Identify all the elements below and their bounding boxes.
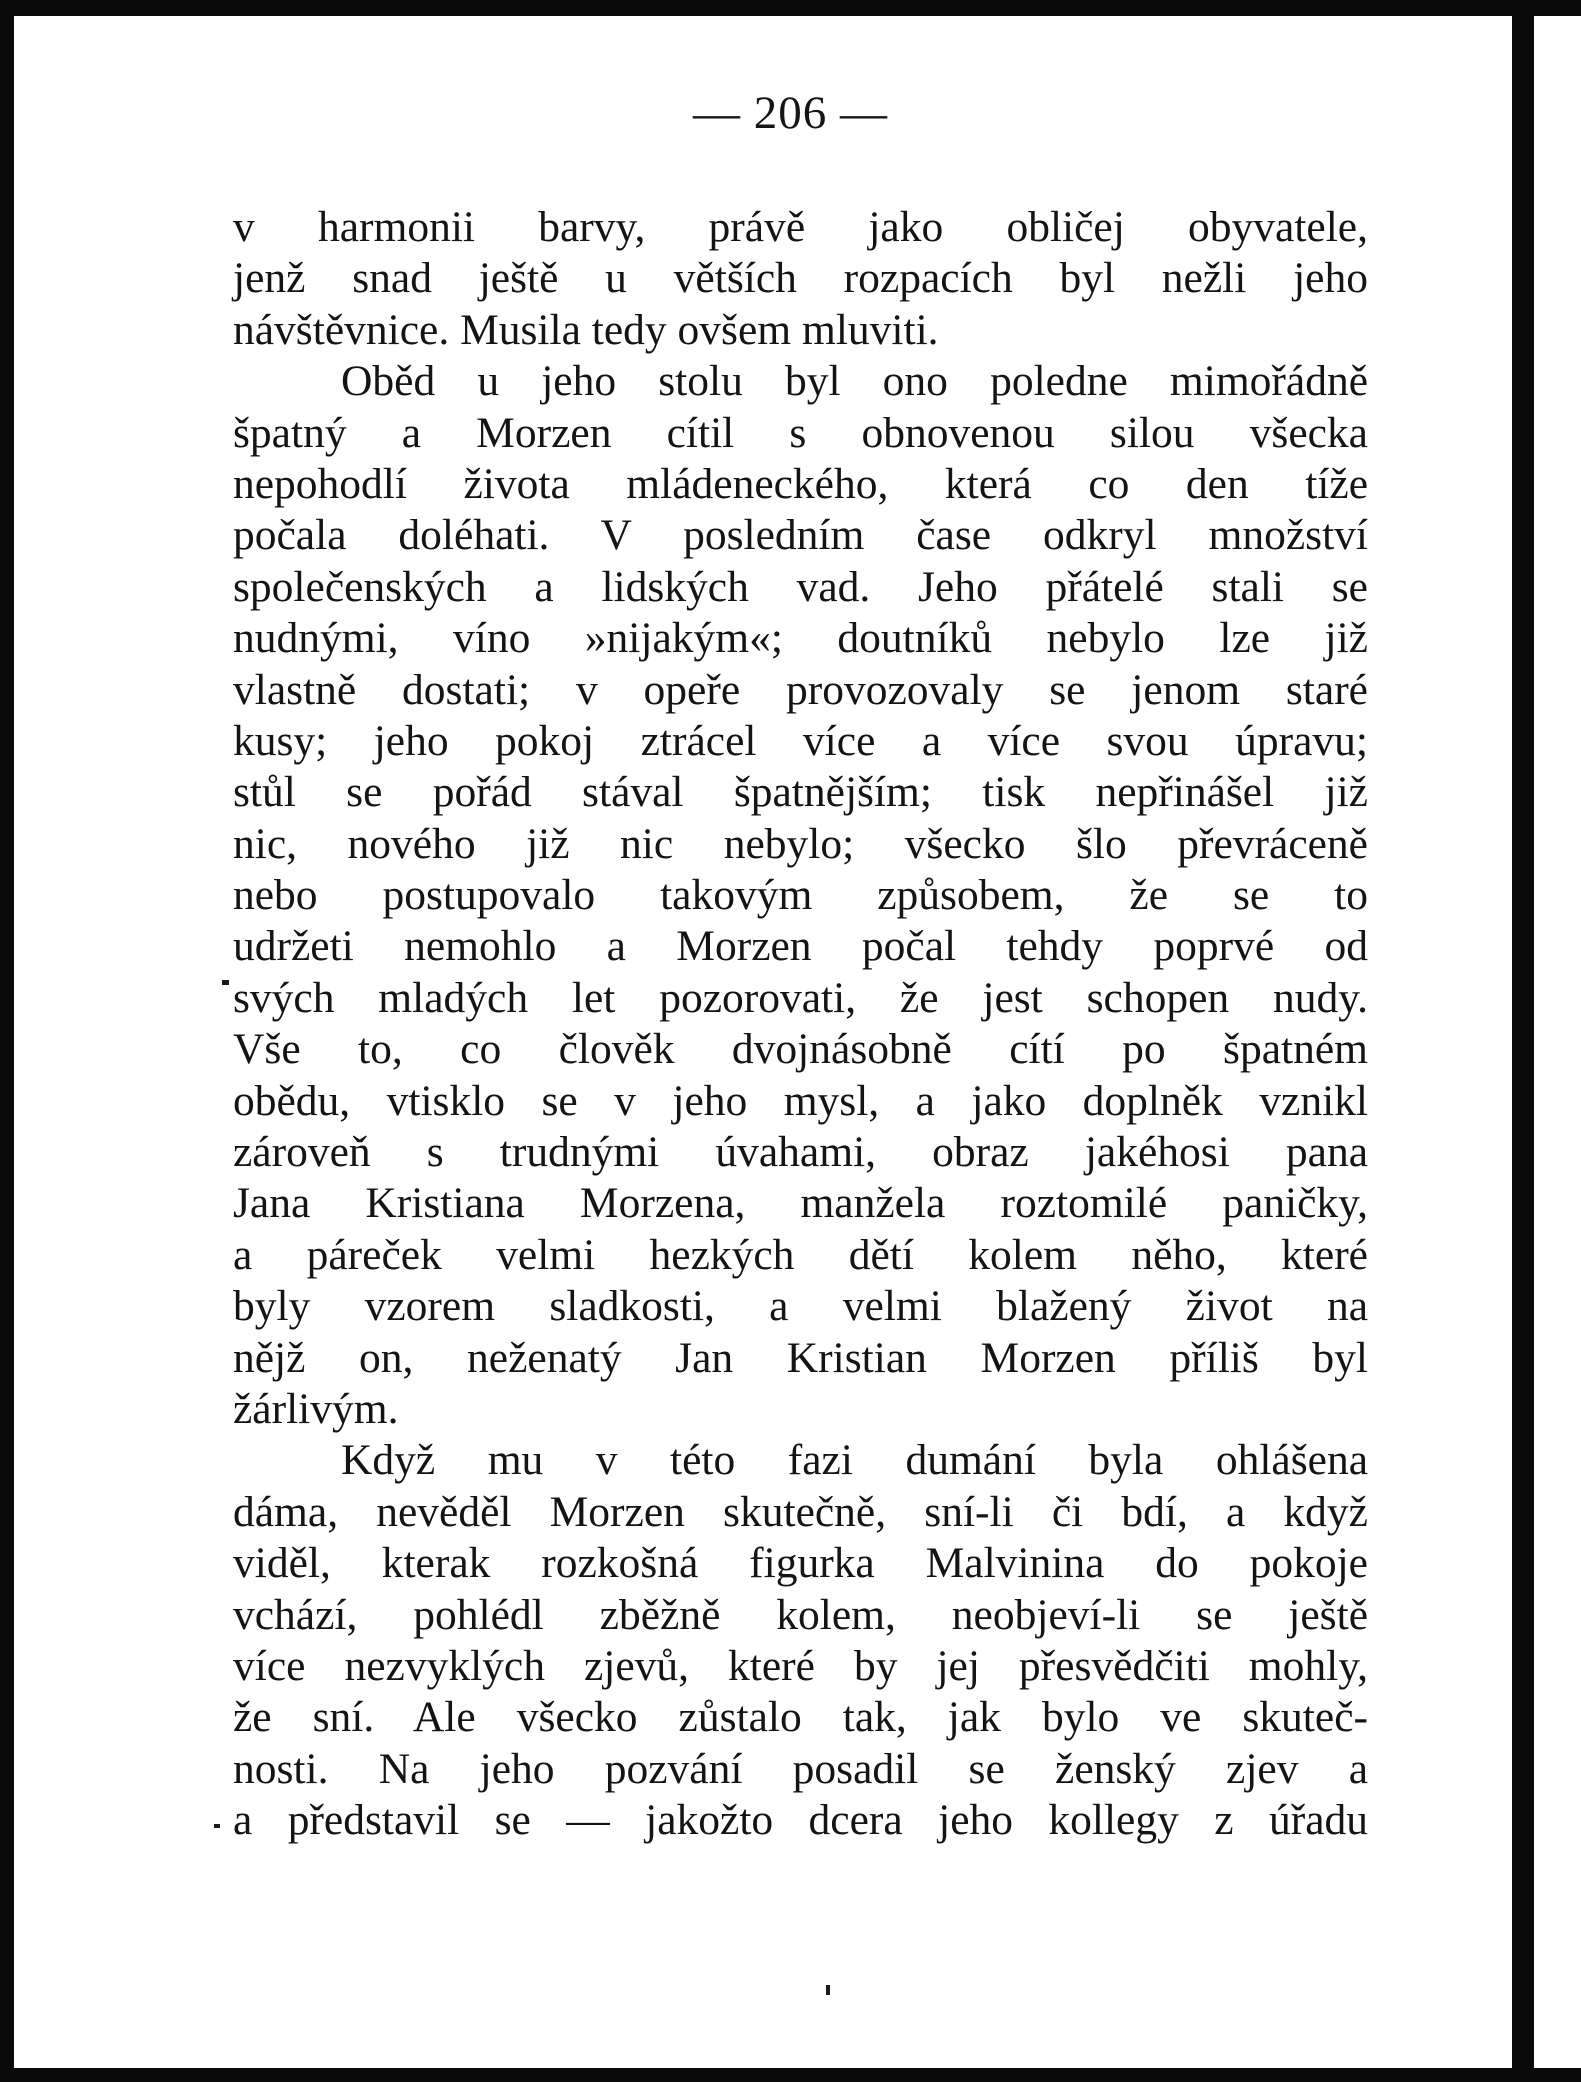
- text-line: jenž snad ještě u větších rozpacích byl nežli jeho: [233, 254, 1368, 303]
- text-line: dáma, nevěděl Morzen skutečně, sní-li či bdí, a když: [233, 1487, 1368, 1536]
- margin-speck: [222, 980, 229, 985]
- text-line: nosti. Na jeho pozvání posadil se ženský zjev a: [233, 1744, 1368, 1793]
- text-line: Oběd u jeho stolu byl ono poledne mimořádně: [341, 357, 1368, 406]
- text-line: udržeti nemohlo a Morzen počal tehdy poprvé od: [233, 922, 1368, 971]
- text-line: Vše to, co člověk dvojnásobně cítí po špatném: [233, 1025, 1368, 1074]
- text-line: nějž on, neženatý Jan Kristian Morzen příliš byl: [233, 1333, 1368, 1382]
- text-line: Když mu v této fazi dumání byla ohlášena: [341, 1436, 1368, 1485]
- text-line: kusy; jeho pokoj ztrácel více a více svou úpravu;: [233, 716, 1368, 765]
- text-line: nudnými, víno »nijakým«; doutníků nebylo lze již: [233, 614, 1368, 663]
- text-line: špatný a Morzen cítil s obnovenou silou všecka: [233, 408, 1368, 457]
- text-line: a představil se — jakožto dcera jeho kollegy z úřadu: [233, 1796, 1368, 1845]
- text-line: v harmonii barvy, právě jako obličej obyvatele,: [233, 203, 1368, 251]
- text-line: počala doléhati. V posledním čase odkryl množství: [233, 511, 1368, 560]
- text-line: byly vzorem sladkosti, a velmi blažený život na: [233, 1282, 1368, 1331]
- text-line: zároveň s trudnými úvahami, obraz jakéhosi pana: [233, 1128, 1368, 1177]
- text-line: vlastně dostati; v opeře provozovaly se jenom staré: [233, 665, 1368, 714]
- text-line: vchází, pohlédl zběžně kolem, neobjeví-li se ještě: [233, 1590, 1368, 1639]
- page-number: — 206 —: [693, 87, 888, 139]
- text-line: stůl se pořád stával špatnějším; tisk nepřinášel již: [233, 768, 1368, 817]
- adjacent-page-edge: [1534, 16, 1581, 2068]
- text-line: nic, nového již nic nebylo; všecko šlo převráceně: [233, 819, 1368, 868]
- text-line: obědu, vtisklo se v jeho mysl, a jako doplněk vznikl: [233, 1076, 1368, 1125]
- text-line: návštěvnice. Musila tedy ovšem mluviti.: [233, 305, 939, 354]
- text-line: nebo postupovalo takovým způsobem, že se to: [233, 871, 1368, 920]
- text-line: viděl, kterak rozkošná figurka Malvinina do pokoje: [233, 1539, 1368, 1588]
- margin-speck: [826, 1985, 830, 1995]
- text-line: společenských a lidských vad. Jeho přátelé stali se: [233, 562, 1368, 611]
- text-line: více nezvyklých zjevů, které by jej přesvědčiti mohly,: [233, 1641, 1368, 1690]
- text-line: Jana Kristiana Morzena, manžela roztomilé paničky,: [233, 1179, 1368, 1228]
- margin-speck: [214, 1824, 220, 1828]
- text-line: a páreček velmi hezkých dětí kolem něho, které: [233, 1230, 1368, 1279]
- text-line: svých mladých let pozorovati, že jest schopen nudy.: [233, 973, 1368, 1022]
- text-line: nepohodlí života mládeneckého, která co den tíže: [233, 459, 1368, 508]
- page-text: [233, 202, 1368, 1847]
- text-line: že sní. Ale všecko zůstalo tak, jak bylo ve skuteč-: [233, 1693, 1368, 1742]
- text-line: žárlivým.: [233, 1384, 399, 1433]
